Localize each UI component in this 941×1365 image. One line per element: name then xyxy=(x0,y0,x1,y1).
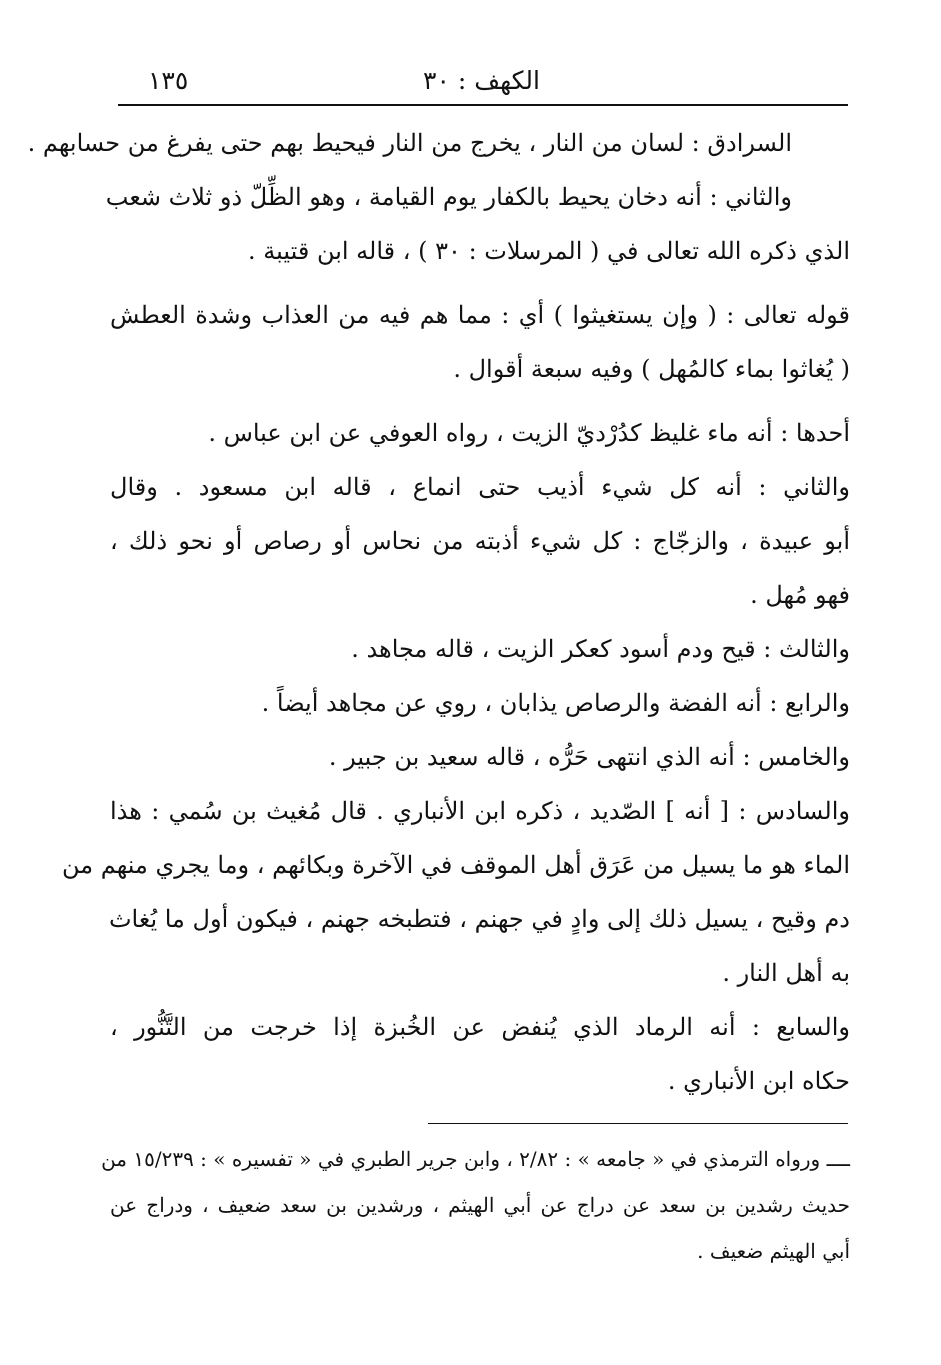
text-line: به أهل النار . xyxy=(722,959,850,987)
footnote-line: أبي الهيثم ضعيف . xyxy=(697,1239,850,1263)
header-rule xyxy=(118,104,848,106)
text-line: ( يُغاثوا بماء كالمُهل ) وفيه سبعة أقوال . xyxy=(453,355,850,383)
footnote-block xyxy=(101,1136,850,1274)
text-line: السرادق : لسان من النار ، يخرج من النار فيحيط بهم حتى يفرغ من حسابهم . xyxy=(27,129,792,157)
paragraph-7 xyxy=(110,676,850,730)
text-line: والخامس : أنه الذي انتهى حَرُّه ، قاله سعيد بن جبير . xyxy=(328,743,850,771)
main-text xyxy=(27,116,850,1108)
footnote-rule xyxy=(428,1123,848,1124)
paragraph-8 xyxy=(110,730,850,784)
paragraph-4 xyxy=(110,406,850,460)
text-line: أحدها : أنه ماء غليظ كدُرْديّ الزيت ، رواه العوفي عن ابن عباس . xyxy=(208,419,850,447)
text-line: قوله تعالى : ( وإن يستغيثوا ) أي : مما هم فيه من العذاب وشدة العطش xyxy=(110,301,850,329)
text-line: الذي ذكره الله تعالى في ( المرسلات : ٣٠ ) ، قاله ابن قتيبة . xyxy=(247,237,850,265)
text-line: الماء هو ما يسيل من عَرَق أهل الموقف في الآخرة وبكائهم ، وما يجري منهم من xyxy=(62,851,850,879)
text-line: أبو عبيدة ، والزجّاج : كل شيء أذبته من نحاس أو رصاص أو نحو ذلك ، xyxy=(110,527,850,555)
text-line: والثالث : قيح ودم أسود كعكر الزيت ، قاله مجاهد . xyxy=(351,635,850,663)
paragraph-6 xyxy=(110,622,850,676)
paragraph-1 xyxy=(27,116,850,170)
paragraph-9 xyxy=(62,784,850,1000)
paragraph-5 xyxy=(110,460,850,622)
text-line: والرابع : أنه الفضة والرصاص يذابان ، روي عن مجاهد أيضاً . xyxy=(261,689,850,717)
text-line: دم وقيح ، يسيل ذلك إلى وادٍ في جهنم ، فتطبخه جهنم ، فيكون أول ما يُغاث xyxy=(108,905,850,933)
running-title: الكهف : ٣٠ xyxy=(423,66,540,95)
text-line: فهو مُهل . xyxy=(750,581,850,609)
paragraph-10 xyxy=(110,1000,850,1108)
text-line: والسادس : [ أنه ] الصّديد ، ذكره ابن الأنباري . قال مُغيث بن سُمي : هذا xyxy=(110,797,850,825)
footnote-line: حديث رشدين بن سعد عن دراج عن أبي الهيثم ، ورشدين بن سعد ضعيف ، ودراج عن xyxy=(110,1193,850,1217)
text-line: والسابع : أنه الرماد الذي يُنفض عن الخُبزة إذا خرجت من التَّنُّور ، xyxy=(110,1013,850,1041)
text-line: حكاه ابن الأنباري . xyxy=(667,1067,850,1095)
text-line: والثاني : أنه كل شيء أذيب حتى انماع ، قاله ابن مسعود . وقال xyxy=(110,473,850,501)
footnote-line: ــــ ورواه الترمذي في « جامعه » : ٢/٨٢ ، وابن جرير الطبري في « تفسيره » : ١٥/٢٣٩ من xyxy=(101,1147,850,1171)
page-header xyxy=(118,52,840,98)
text-line: والثاني : أنه دخان يحيط بالكفار يوم القيامة ، وهو الظِّلّ ذو ثلاث شعب xyxy=(105,183,792,211)
paragraph-3 xyxy=(110,288,850,396)
page-number: ١٣٥ xyxy=(148,66,189,95)
paragraph-2 xyxy=(105,170,850,278)
